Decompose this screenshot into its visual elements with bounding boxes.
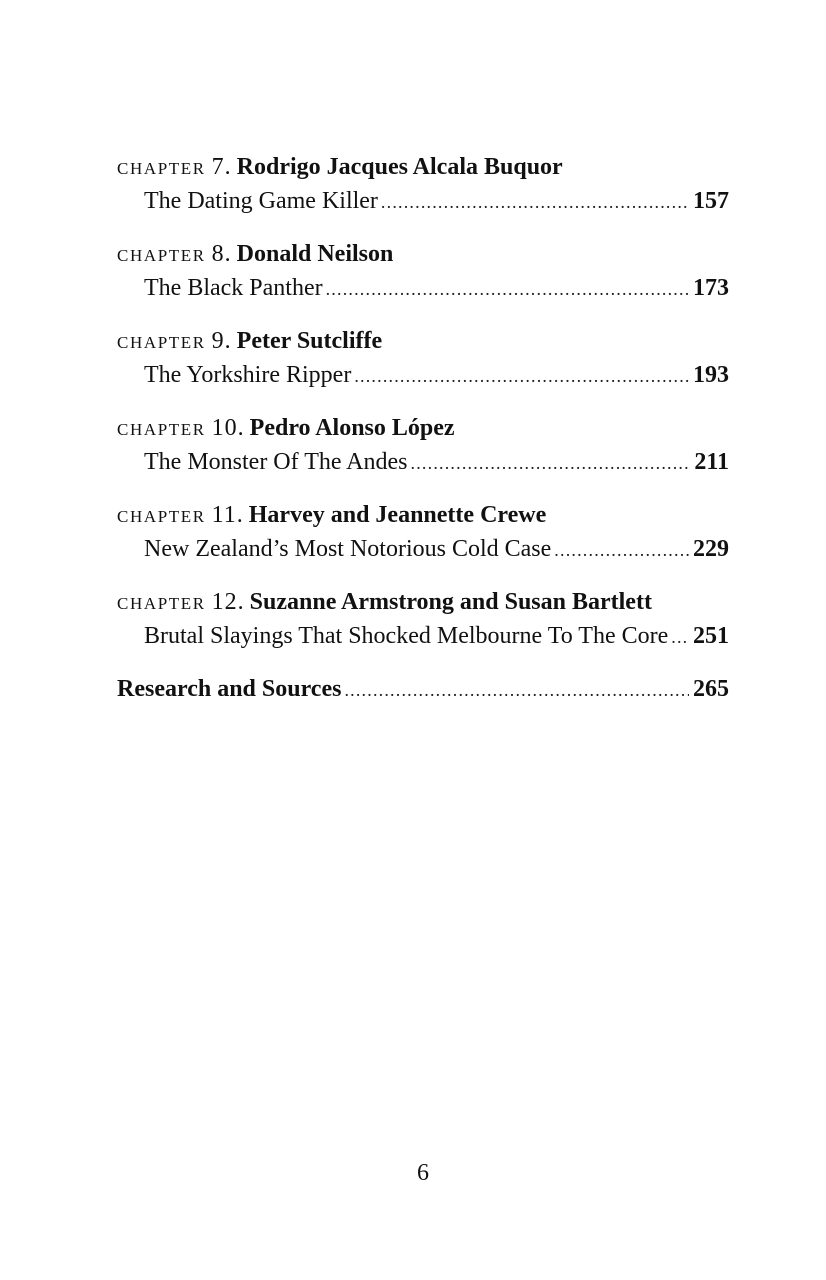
chapter-label: chapter — [117, 154, 206, 180]
chapter-label: chapter — [117, 415, 206, 441]
chapter-subtitle-line — [117, 445, 729, 480]
chapter-number: 7 — [211, 154, 225, 180]
dot-leader — [411, 446, 691, 480]
dot-leader — [354, 359, 689, 393]
chapter-subtitle: The Yorkshire Ripper — [144, 362, 352, 388]
chapter-title: Donald Neilson — [236, 241, 394, 267]
chapter-subtitle: Brutal Slayings That Shocked Melbourne To The Core — [144, 623, 669, 649]
chapter-heading: chapter 10. Pedro Alonso López — [117, 415, 455, 441]
chapter-subtitle: The Monster Of The Andes — [144, 449, 408, 475]
chapter-subtitle: The Black Panther — [144, 275, 323, 301]
toc-entry-chapter-9 — [117, 324, 729, 393]
chapter-number: 8 — [211, 241, 225, 267]
dot-leader — [326, 272, 689, 306]
page-number: 6 — [417, 1160, 429, 1186]
chapter-title: Rodrigo Jacques Alcala Buquor — [236, 154, 563, 180]
dot-leader — [554, 533, 689, 567]
table-of-contents — [117, 150, 729, 707]
chapter-heading: chapter 9. Peter Sutcliffe — [117, 328, 383, 354]
dot-leader — [381, 185, 689, 219]
chapter-subtitle-line — [117, 619, 729, 654]
page-reference: 265 — [693, 676, 729, 702]
chapter-title: Peter Sutcliffe — [236, 328, 383, 354]
chapter-subtitle-line — [117, 184, 729, 219]
chapter-heading: chapter 11. Harvey and Jeannette Crewe — [117, 502, 547, 528]
toc-entry-chapter-11 — [117, 498, 729, 567]
page-reference: 173 — [693, 275, 729, 301]
chapter-number: 11 — [211, 502, 237, 528]
chapter-subtitle-line — [117, 271, 729, 306]
chapter-title: Harvey and Jeannette Crewe — [248, 502, 547, 528]
page-reference: 157 — [693, 188, 729, 214]
chapter-subtitle-line — [117, 532, 729, 567]
chapter-heading: chapter 8. Donald Neilson — [117, 241, 394, 267]
research-sources-title: Research and Sources — [117, 676, 342, 702]
dot-leader — [344, 673, 689, 707]
toc-entry-chapter-8 — [117, 237, 729, 306]
chapter-heading: chapter 12. Suzanne Armstrong and Susan Bartlett — [117, 589, 652, 615]
toc-entry-chapter-10 — [117, 411, 729, 480]
chapter-label: chapter — [117, 328, 206, 354]
page-reference: 193 — [693, 362, 729, 388]
chapter-label: chapter — [117, 502, 206, 528]
toc-entry-chapter-12 — [117, 585, 729, 654]
chapter-subtitle: The Dating Game Killer — [144, 188, 378, 214]
page-reference: 211 — [694, 449, 729, 475]
page-reference: 229 — [693, 536, 729, 562]
chapter-heading: chapter 7. Rodrigo Jacques Alcala Buquor — [117, 154, 563, 180]
dot-leader — [671, 620, 689, 654]
chapter-label: chapter — [117, 589, 206, 615]
chapter-number: 12 — [211, 589, 238, 615]
chapter-label: chapter — [117, 241, 206, 267]
toc-entry-chapter-7 — [117, 150, 729, 219]
chapter-title: Pedro Alonso López — [249, 415, 455, 441]
chapter-number: 9 — [211, 328, 225, 354]
chapter-subtitle-line — [117, 358, 729, 393]
chapter-title: Suzanne Armstrong and Susan Bartlett — [249, 589, 652, 615]
chapter-number: 10 — [211, 415, 238, 441]
toc-entry-research-and-sources — [117, 672, 729, 707]
chapter-subtitle: New Zealand’s Most Notorious Cold Case — [144, 536, 552, 562]
page-reference: 251 — [693, 623, 729, 649]
